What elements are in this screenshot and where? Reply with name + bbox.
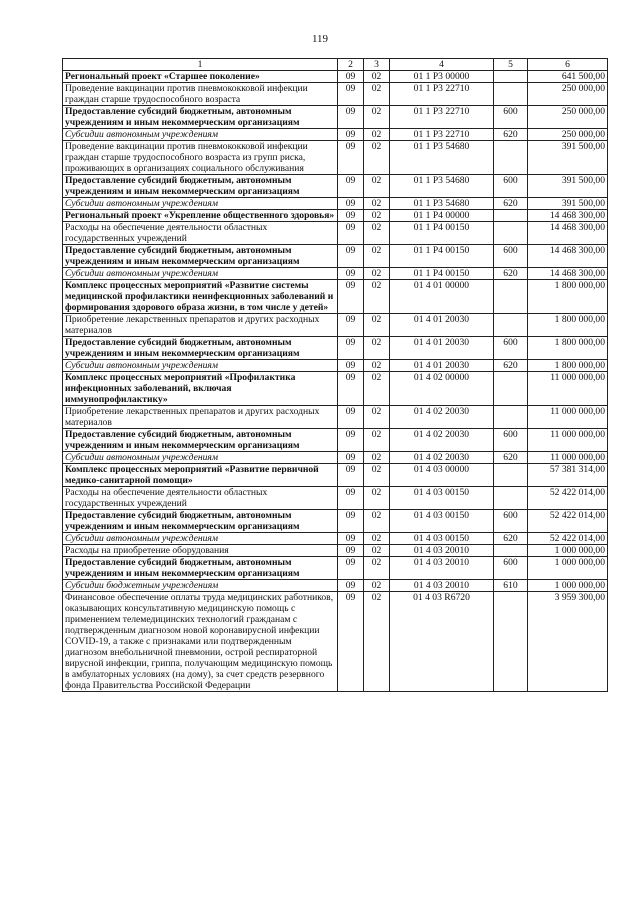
row-subsection-cell: 02	[364, 487, 390, 510]
row-expense-type-cell	[494, 210, 528, 222]
row-section-cell: 09	[338, 510, 364, 533]
row-subsection-cell: 02	[364, 280, 390, 314]
table-row	[63, 83, 608, 106]
header-cell: 1	[63, 59, 338, 71]
row-name-cell: Региональный проект «Укрепление общественного здоровья»	[63, 210, 338, 222]
row-subsection-cell: 02	[364, 452, 390, 464]
row-target-code-cell: 01 4 01 00000	[390, 280, 494, 314]
row-amount-cell: 52 422 014,00	[528, 487, 608, 510]
row-subsection-cell: 02	[364, 510, 390, 533]
row-name-cell: Приобретение лекарственных препаратов и других расходных материалов	[63, 314, 338, 337]
row-target-code-cell: 01 4 03 00150	[390, 510, 494, 533]
row-section-cell: 09	[338, 592, 364, 692]
row-section-cell: 09	[338, 129, 364, 141]
row-amount-cell: 57 381 314,00	[528, 464, 608, 487]
row-subsection-cell: 02	[364, 83, 390, 106]
row-section-cell: 09	[338, 429, 364, 452]
table-row	[63, 175, 608, 198]
row-subsection-cell: 02	[364, 129, 390, 141]
row-target-code-cell: 01 4 03 20010	[390, 545, 494, 557]
row-name-cell: Региональный проект «Старшее поколение»	[63, 71, 338, 83]
row-expense-type-cell	[494, 406, 528, 429]
table-row	[63, 198, 608, 210]
table-row	[63, 545, 608, 557]
row-subsection-cell: 02	[364, 210, 390, 222]
row-expense-type-cell: 600	[494, 175, 528, 198]
header-cell: 6	[528, 59, 608, 71]
row-target-code-cell: 01 1 Р3 22710	[390, 83, 494, 106]
row-amount-cell: 11 000 000,00	[528, 406, 608, 429]
table-row	[63, 141, 608, 175]
row-target-code-cell: 01 4 03 00000	[390, 464, 494, 487]
row-expense-type-cell: 620	[494, 360, 528, 372]
table-body	[63, 71, 608, 692]
row-name-cell: Расходы на обеспечение деятельности областных государственных учреждений	[63, 222, 338, 245]
row-section-cell: 09	[338, 372, 364, 406]
row-name-cell: Субсидии бюджетным учреждениям	[63, 580, 338, 592]
row-amount-cell: 14 468 300,00	[528, 222, 608, 245]
table-row	[63, 280, 608, 314]
row-section-cell: 09	[338, 280, 364, 314]
row-subsection-cell: 02	[364, 245, 390, 268]
row-target-code-cell: 01 4 02 20030	[390, 406, 494, 429]
row-expense-type-cell	[494, 83, 528, 106]
row-expense-type-cell: 600	[494, 245, 528, 268]
row-expense-type-cell	[494, 280, 528, 314]
row-target-code-cell: 01 1 Р3 54680	[390, 175, 494, 198]
row-expense-type-cell	[494, 464, 528, 487]
table-row	[63, 129, 608, 141]
table-row	[63, 268, 608, 280]
row-name-cell: Предоставление субсидий бюджетным, автономным учреждениям и иным некоммерческим организациям	[63, 106, 338, 129]
row-amount-cell: 1 800 000,00	[528, 360, 608, 372]
table-row	[63, 533, 608, 545]
row-expense-type-cell: 620	[494, 198, 528, 210]
row-section-cell: 09	[338, 406, 364, 429]
row-section-cell: 09	[338, 210, 364, 222]
header-cell: 5	[494, 59, 528, 71]
row-subsection-cell: 02	[364, 268, 390, 280]
row-name-cell: Проведение вакцинации против пневмококковой инфекции граждан старше трудоспособного возраста из групп риска, проживающих в организациях социального обслуживания	[63, 141, 338, 175]
header-cell: 2	[338, 59, 364, 71]
row-amount-cell: 1 000 000,00	[528, 580, 608, 592]
table-row	[63, 592, 608, 692]
row-target-code-cell: 01 1 Р4 00150	[390, 268, 494, 280]
row-name-cell: Проведение вакцинации против пневмококковой инфекции граждан старше трудоспособного возраста	[63, 83, 338, 106]
row-section-cell: 09	[338, 245, 364, 268]
row-expense-type-cell: 600	[494, 337, 528, 360]
table-row	[63, 510, 608, 533]
row-expense-type-cell: 620	[494, 268, 528, 280]
row-target-code-cell: 01 4 03 00150	[390, 533, 494, 545]
header-cell: 4	[390, 59, 494, 71]
row-section-cell: 09	[338, 314, 364, 337]
row-subsection-cell: 02	[364, 580, 390, 592]
row-section-cell: 09	[338, 141, 364, 175]
row-name-cell: Субсидии автономным учреждениям	[63, 198, 338, 210]
row-amount-cell: 250 000,00	[528, 129, 608, 141]
row-amount-cell: 1 800 000,00	[528, 337, 608, 360]
row-expense-type-cell	[494, 592, 528, 692]
row-section-cell: 09	[338, 175, 364, 198]
table-row	[63, 429, 608, 452]
row-subsection-cell: 02	[364, 464, 390, 487]
row-target-code-cell: 01 1 Р4 00000	[390, 210, 494, 222]
row-amount-cell: 14 468 300,00	[528, 245, 608, 268]
row-target-code-cell: 01 1 Р3 00000	[390, 71, 494, 83]
row-expense-type-cell: 620	[494, 129, 528, 141]
row-subsection-cell: 02	[364, 533, 390, 545]
row-amount-cell: 391 500,00	[528, 198, 608, 210]
row-target-code-cell: 01 1 Р4 00150	[390, 245, 494, 268]
row-subsection-cell: 02	[364, 141, 390, 175]
budget-table	[62, 58, 608, 692]
row-amount-cell: 11 000 000,00	[528, 429, 608, 452]
row-amount-cell: 14 468 300,00	[528, 268, 608, 280]
table-row	[63, 464, 608, 487]
row-name-cell: Субсидии автономным учреждениям	[63, 268, 338, 280]
row-target-code-cell: 01 4 02 00000	[390, 372, 494, 406]
row-section-cell: 09	[338, 580, 364, 592]
row-amount-cell: 1 000 000,00	[528, 557, 608, 580]
row-name-cell: Предоставление субсидий бюджетным, автономным учреждениям и иным некоммерческим организациям	[63, 557, 338, 580]
row-section-cell: 09	[338, 464, 364, 487]
row-amount-cell: 391 500,00	[528, 141, 608, 175]
row-expense-type-cell: 600	[494, 106, 528, 129]
row-name-cell: Предоставление субсидий бюджетным, автономным учреждениям и иным некоммерческим организациям	[63, 245, 338, 268]
table-row	[63, 372, 608, 406]
row-target-code-cell: 01 4 03 20010	[390, 580, 494, 592]
row-amount-cell: 391 500,00	[528, 175, 608, 198]
row-expense-type-cell	[494, 372, 528, 406]
row-section-cell: 09	[338, 106, 364, 129]
row-target-code-cell: 01 1 Р3 54680	[390, 198, 494, 210]
table-row	[63, 337, 608, 360]
row-subsection-cell: 02	[364, 360, 390, 372]
row-amount-cell: 11 000 000,00	[528, 452, 608, 464]
row-subsection-cell: 02	[364, 592, 390, 692]
row-target-code-cell: 01 1 Р3 54680	[390, 141, 494, 175]
row-section-cell: 09	[338, 71, 364, 83]
row-expense-type-cell: 610	[494, 580, 528, 592]
row-amount-cell: 52 422 014,00	[528, 533, 608, 545]
table-header-row	[63, 59, 608, 71]
row-subsection-cell: 02	[364, 406, 390, 429]
row-subsection-cell: 02	[364, 372, 390, 406]
row-target-code-cell: 01 4 02 20030	[390, 452, 494, 464]
table-row	[63, 314, 608, 337]
row-expense-type-cell: 600	[494, 510, 528, 533]
row-expense-type-cell: 620	[494, 452, 528, 464]
row-expense-type-cell	[494, 71, 528, 83]
row-name-cell: Предоставление субсидий бюджетным, автономным учреждениям и иным некоммерческим организациям	[63, 337, 338, 360]
row-name-cell: Расходы на обеспечение деятельности областных государственных учреждений	[63, 487, 338, 510]
row-amount-cell: 14 468 300,00	[528, 210, 608, 222]
row-amount-cell: 250 000,00	[528, 83, 608, 106]
row-section-cell: 09	[338, 533, 364, 545]
header-cell: 3	[364, 59, 390, 71]
row-target-code-cell: 01 4 03 00150	[390, 487, 494, 510]
row-section-cell: 09	[338, 83, 364, 106]
row-name-cell: Финансовое обеспечение оплаты труда медицинских работников, оказывающих консультативную медицинскую помощь с применением телемедицинских технологий гражданам с подтвержденным диагнозом новой коронавирусной инфекции COVID-19, а также с признаками или подтвержденным диагнозом внебольничной пневмонии, острой респираторной вирусной инфекции, гриппа, получающим медицинскую помощь в амбулаторных условиях (на дому), за счет средств резервного фонда Правительства Российской Федерации	[63, 592, 338, 692]
row-section-cell: 09	[338, 198, 364, 210]
table-row	[63, 452, 608, 464]
table-row	[63, 360, 608, 372]
row-expense-type-cell	[494, 222, 528, 245]
row-subsection-cell: 02	[364, 429, 390, 452]
row-subsection-cell: 02	[364, 71, 390, 83]
row-section-cell: 09	[338, 337, 364, 360]
row-name-cell: Субсидии автономным учреждениям	[63, 533, 338, 545]
row-name-cell: Комплекс процессных мероприятий «Развитие первичной медико-санитарной помощи»	[63, 464, 338, 487]
row-target-code-cell: 01 4 03 20010	[390, 557, 494, 580]
row-subsection-cell: 02	[364, 198, 390, 210]
row-subsection-cell: 02	[364, 545, 390, 557]
row-name-cell: Предоставление субсидий бюджетным, автономным учреждениям и иным некоммерческим организациям	[63, 510, 338, 533]
row-amount-cell: 11 000 000,00	[528, 372, 608, 406]
row-amount-cell: 1 800 000,00	[528, 314, 608, 337]
row-section-cell: 09	[338, 268, 364, 280]
row-expense-type-cell	[494, 545, 528, 557]
table-row	[63, 245, 608, 268]
table-row	[63, 406, 608, 429]
row-name-cell: Комплекс процессных мероприятий «Развитие системы медицинской профилактики неинфекционных заболеваний и формирования здорового образа жизни, в том числе у детей»	[63, 280, 338, 314]
row-expense-type-cell: 620	[494, 533, 528, 545]
table-row	[63, 222, 608, 245]
row-expense-type-cell	[494, 487, 528, 510]
row-name-cell: Комплекс процессных мероприятий «Профилактика инфекционных заболеваний, включая иммунопрофилактику»	[63, 372, 338, 406]
row-amount-cell: 250 000,00	[528, 106, 608, 129]
row-subsection-cell: 02	[364, 222, 390, 245]
table-row	[63, 557, 608, 580]
row-amount-cell: 3 959 300,00	[528, 592, 608, 692]
row-section-cell: 09	[338, 360, 364, 372]
row-amount-cell: 1 000 000,00	[528, 545, 608, 557]
page-number: 119	[311, 33, 329, 45]
row-target-code-cell: 01 4 01 20030	[390, 360, 494, 372]
row-name-cell: Субсидии автономным учреждениям	[63, 360, 338, 372]
row-subsection-cell: 02	[364, 557, 390, 580]
row-target-code-cell: 01 1 Р4 00150	[390, 222, 494, 245]
row-amount-cell: 641 500,00	[528, 71, 608, 83]
row-subsection-cell: 02	[364, 314, 390, 337]
row-target-code-cell: 01 4 02 20030	[390, 429, 494, 452]
row-section-cell: 09	[338, 545, 364, 557]
row-expense-type-cell	[494, 314, 528, 337]
table-row	[63, 580, 608, 592]
row-expense-type-cell	[494, 141, 528, 175]
row-name-cell: Приобретение лекарственных препаратов и других расходных материалов	[63, 406, 338, 429]
row-expense-type-cell: 600	[494, 557, 528, 580]
row-target-code-cell: 01 4 01 20030	[390, 337, 494, 360]
row-target-code-cell: 01 1 Р3 22710	[390, 106, 494, 129]
table-row	[63, 71, 608, 83]
row-name-cell: Предоставление субсидий бюджетным, автономным учреждениям и иным некоммерческим организациям	[63, 175, 338, 198]
row-subsection-cell: 02	[364, 337, 390, 360]
row-subsection-cell: 02	[364, 106, 390, 129]
row-section-cell: 09	[338, 557, 364, 580]
row-amount-cell: 1 800 000,00	[528, 280, 608, 314]
table-row	[63, 487, 608, 510]
row-name-cell: Субсидии автономным учреждениям	[63, 452, 338, 464]
row-target-code-cell: 01 4 03 R6720	[390, 592, 494, 692]
table-row	[63, 210, 608, 222]
row-name-cell: Субсидии автономным учреждениям	[63, 129, 338, 141]
row-target-code-cell: 01 4 01 20030	[390, 314, 494, 337]
table-row	[63, 106, 608, 129]
row-name-cell: Расходы на приобретение оборудования	[63, 545, 338, 557]
row-name-cell: Предоставление субсидий бюджетным, автономным учреждениям и иным некоммерческим организациям	[63, 429, 338, 452]
row-section-cell: 09	[338, 487, 364, 510]
row-section-cell: 09	[338, 452, 364, 464]
row-subsection-cell: 02	[364, 175, 390, 198]
row-target-code-cell: 01 1 Р3 22710	[390, 129, 494, 141]
row-amount-cell: 52 422 014,00	[528, 510, 608, 533]
row-section-cell: 09	[338, 222, 364, 245]
row-expense-type-cell: 600	[494, 429, 528, 452]
